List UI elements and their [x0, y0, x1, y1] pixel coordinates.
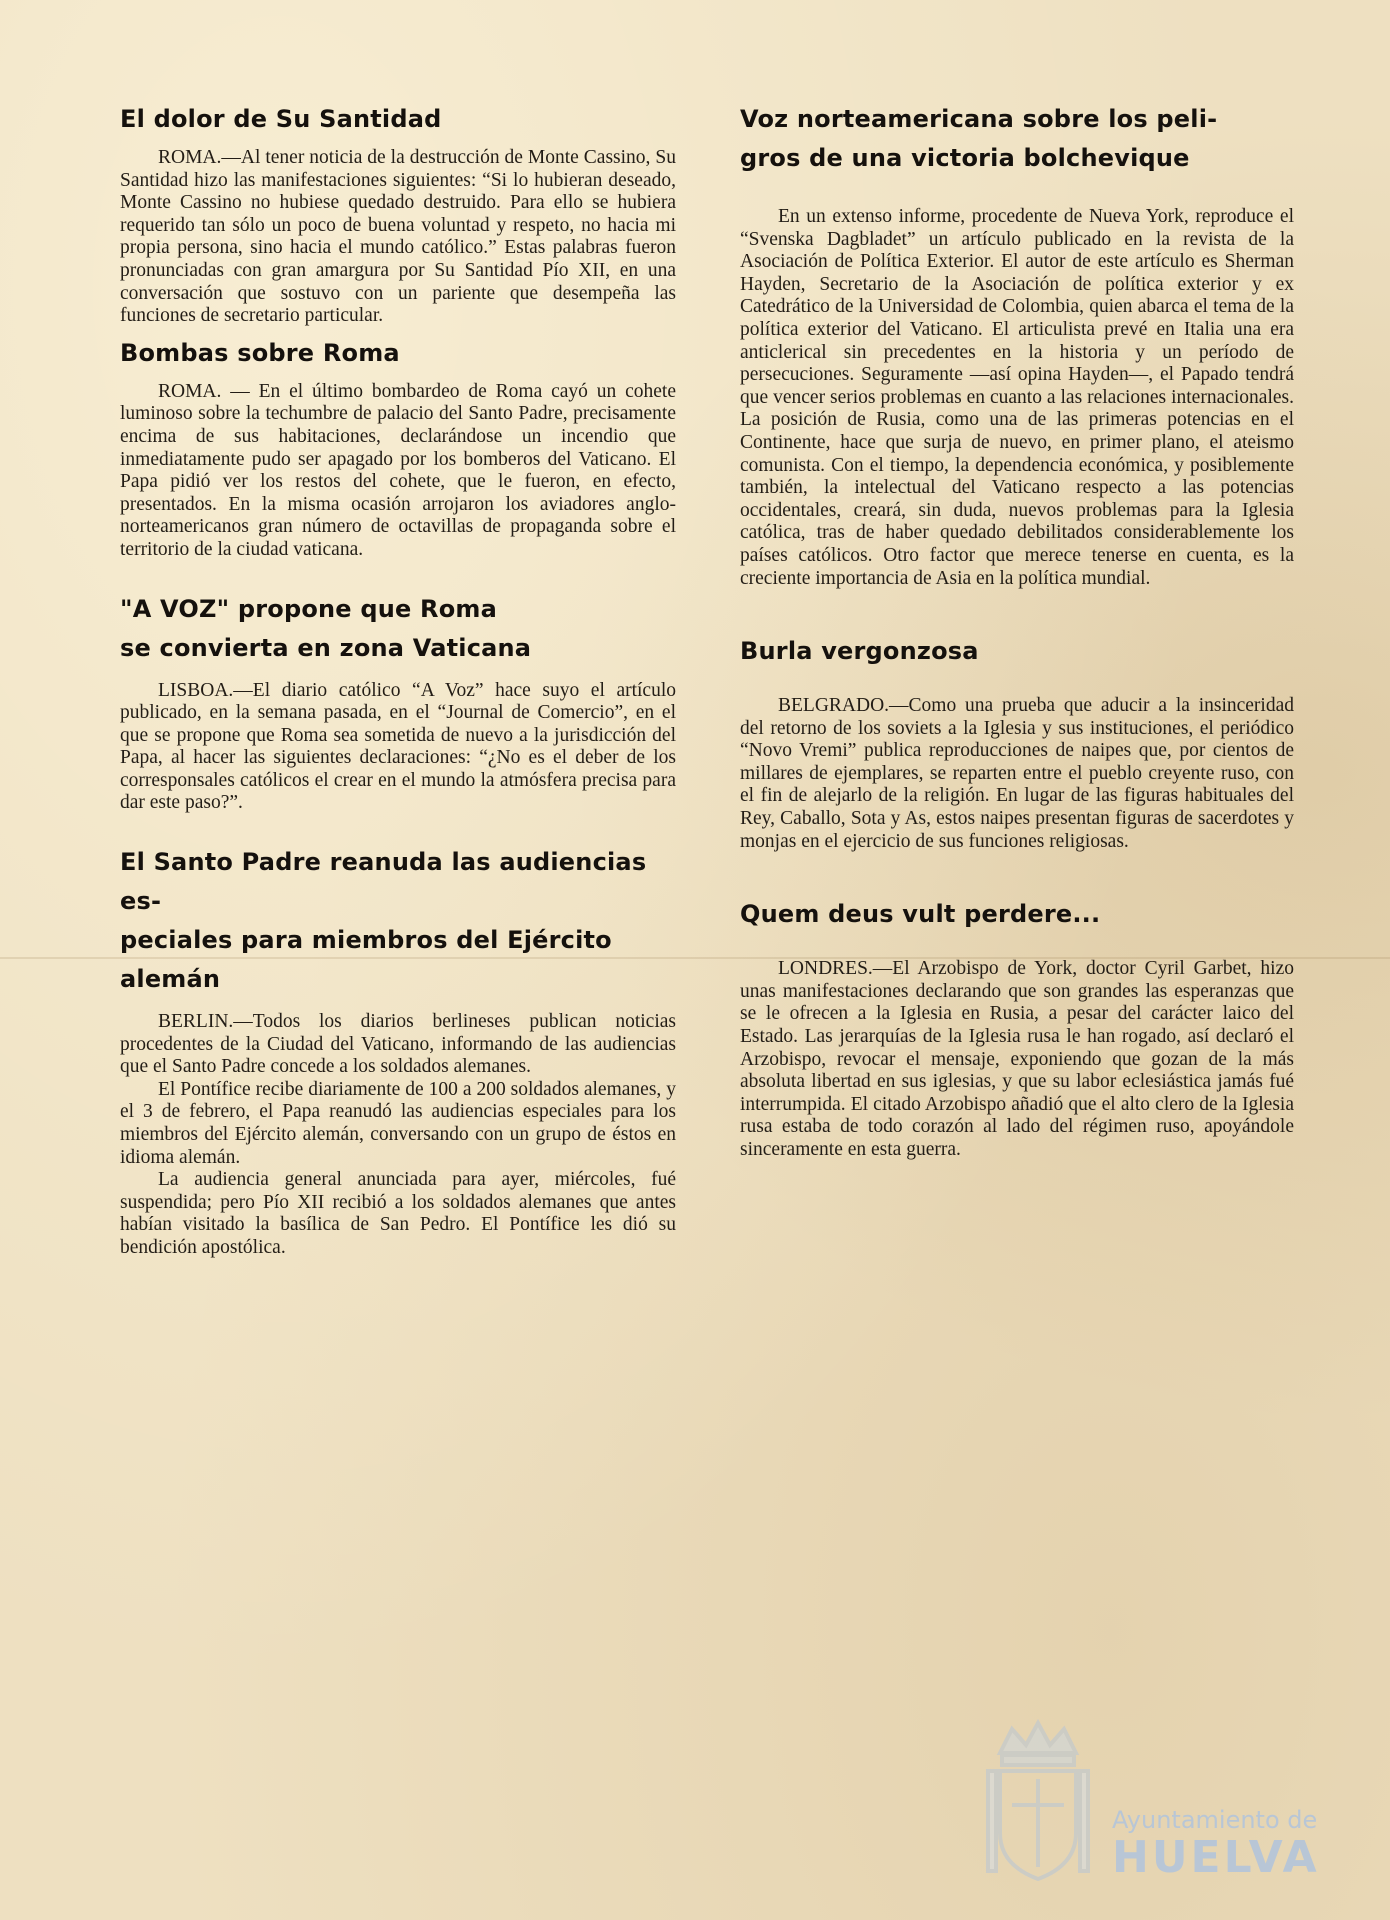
crown-icon	[1000, 1723, 1076, 1753]
article-headline	[120, 590, 676, 668]
left-column	[120, 100, 676, 1260]
watermark-line-1: Ayuntamiento de	[1112, 1806, 1318, 1834]
headline-line-2: peciales para miembros del Ejército alemán	[120, 926, 612, 994]
article-bombas-roma	[120, 334, 676, 562]
article-body: En un extenso informe, procedente de Nueva York, reproduce el “Svenska Dagbladet” un artículo publicado en la revista de la Asociación de Política Exterior. El autor de este artículo es Sherman Hayden, Secretario de la Asociación de política exterior y ex Catedrático de la Universidad de Colombia, quien abarca el tema de la política exterior del Vaticano. El articulista prevé en Italia una era anticlerical sin precedentes en la historia y un período de persecuciones. Seguramente —así opina Hayden—, el Papado tendrá que vencer serios problemas en cuanto a las relaciones internacionales. La posición de Rusia, como una de las primeras potencias en el Continente, hace que surja de nuevo, en primer plano, el ateismo comunista. Con el tiempo, la dependencia económica, y posiblemente también, la intelectual del Vaticano respecto a las potencias occidentales, creará, sin duda, nuevos problemas para la Iglesia católica, tras de haber quedado debilitados considerablemente los países católicos. Otro factor que merece tenerse en cuenta, es la creciente importancia de Asia en la política mundial.	[740, 206, 1294, 589]
article-headline	[740, 100, 1294, 178]
article-headline: Bombas sobre Roma	[120, 338, 400, 367]
article-quem-deus	[740, 895, 1294, 1161]
article-body: LISBOA.—El diario católico “A Voz” hace suyo el artículo publicado, en la semana pasada, en el “Journal de Comercio”, en el que se propone que Roma sea sometida de nuevo a la jurisdicción del Papa, al hacer las siguientes declaraciones: “¿No es el deber de los corresponsales católicos el crear en el mundo la atmósfera precisa para dar este paso?”.	[120, 679, 676, 814]
article-headline: Quem deus vult perdere...	[740, 900, 1101, 929]
article-body: ROMA. — En el último bombardeo de Roma cayó un cohete luminoso sobre la techumbre de palacio del Santo Padre, precisamente encima de sus habitaciones, declarándose un incendio que inmediatamente pudo ser apagado por los bomberos del Vaticano. El Papa pidió ver los restos del cohete, que le fueron, en efecto, presentados. En la misma ocasión arrojaron los aviadores anglo-norteamericanos gran número de octavillas de propaganda sobre el territorio de la ciudad vaticana.	[120, 380, 676, 560]
headline-line-1: "A VOZ" propone que Roma	[120, 594, 498, 623]
article-body-paragraph: El Pontífice recibe diariamente de 100 a 200 soldados alemanes, y el 3 de febrero, el Papa reanudó las audiencias especiales para los miembros del Ejército alemán, conversando con un grupo de éstos en idioma alemán.	[120, 1078, 676, 1168]
article-dolor-santidad	[120, 100, 676, 328]
article-headline: Burla vergonzosa	[740, 637, 979, 666]
watermark-text	[1112, 1806, 1320, 1882]
article-audiencias	[120, 843, 676, 1260]
article-headline: El dolor de Su Santidad	[120, 105, 442, 133]
headline-line-1: El Santo Padre reanuda las audiencias es-	[120, 848, 647, 916]
right-column	[740, 100, 1294, 1162]
article-headline	[120, 843, 676, 999]
headline-line-2: se convierta en zona Vaticana	[120, 633, 532, 662]
article-body-paragraph: BERLIN.—Todos los diarios berlineses publican noticias procedentes de la Ciudad del Vaticano, informando de las audiencias que el Santo Padre concede a los soldados alemanes.	[120, 1011, 676, 1078]
article-burla-vergonzosa	[740, 632, 1294, 853]
headline-line-1: Voz norteamericana sobre los peli-	[740, 105, 1218, 133]
article-body: ROMA.—Al tener noticia de la destrucción de Monte Cassino, Su Santidad hizo las manifestaciones siguientes: “Si lo hubieran deseado, Monte Cassino no hubiese quedado destruido. Para ello se hubiera requerido tan sólo un poco de buena voluntad y respeto, no hacia mi propia persona, sino hacia el mundo católico.” Estas palabras fueron pronunciadas con gran amargura por Su Santidad Pío XII, en una conversación que sostuvo con un pariente que desempeña las funciones de secretario particular.	[120, 147, 676, 327]
article-body: LONDRES.—El Arzobispo de York, doctor Cyril Garbet, hizo unas manifestaciones declarando que son grandes las esperanzas que se le ofrecen a la Iglesia en Rusia, a pesar del carácter laico del Estado. Las jerarquías de la Iglesia rusa le han rogado, así declaró el Arzobispo, revocar el mensaje, exponiendo que gozan de la más absoluta libertad en sus iglesias, y que su labor eclesiástica jamás fué interrumpida. El citado Arzobispo añadió que el alto clero de la Iglesia rusa estaba de todo corazón al lado del régimen ruso, apoyándole sinceramente en esta guerra.	[740, 958, 1294, 1160]
headline-line-2: gros de una victoria bolchevique	[740, 144, 1190, 172]
watermark-line-2: HUELVA	[1112, 1832, 1320, 1883]
article-body: BELGRADO.—Como una prueba que aducir a la insinceridad del retorno de los soviets a la Iglesia y sus instituciones, el periódico “Novo Vremi” publica reproducciones de naipes que, por cientos de millares de ejemplares, se reparten entre el pueblo creyente ruso, con el fin de alejarlo de la religión. En lugar de las figuras habituales del Rey, Caballo, Sota y As, estos naipes presentan figuras de sacerdotes y monjas en el ejercicio de sus funciones religiosas.	[740, 695, 1294, 852]
article-body-paragraph: La audiencia general anunciada para ayer, miércoles, fué suspendida; pero Pío XII recibió a los soldados alemanes que antes habían visitado la basílica de San Pedro. El Pontífice les dió su bendición apostólica.	[120, 1169, 676, 1258]
article-a-voz	[120, 590, 676, 816]
article-voz-norteamericana	[740, 100, 1294, 590]
